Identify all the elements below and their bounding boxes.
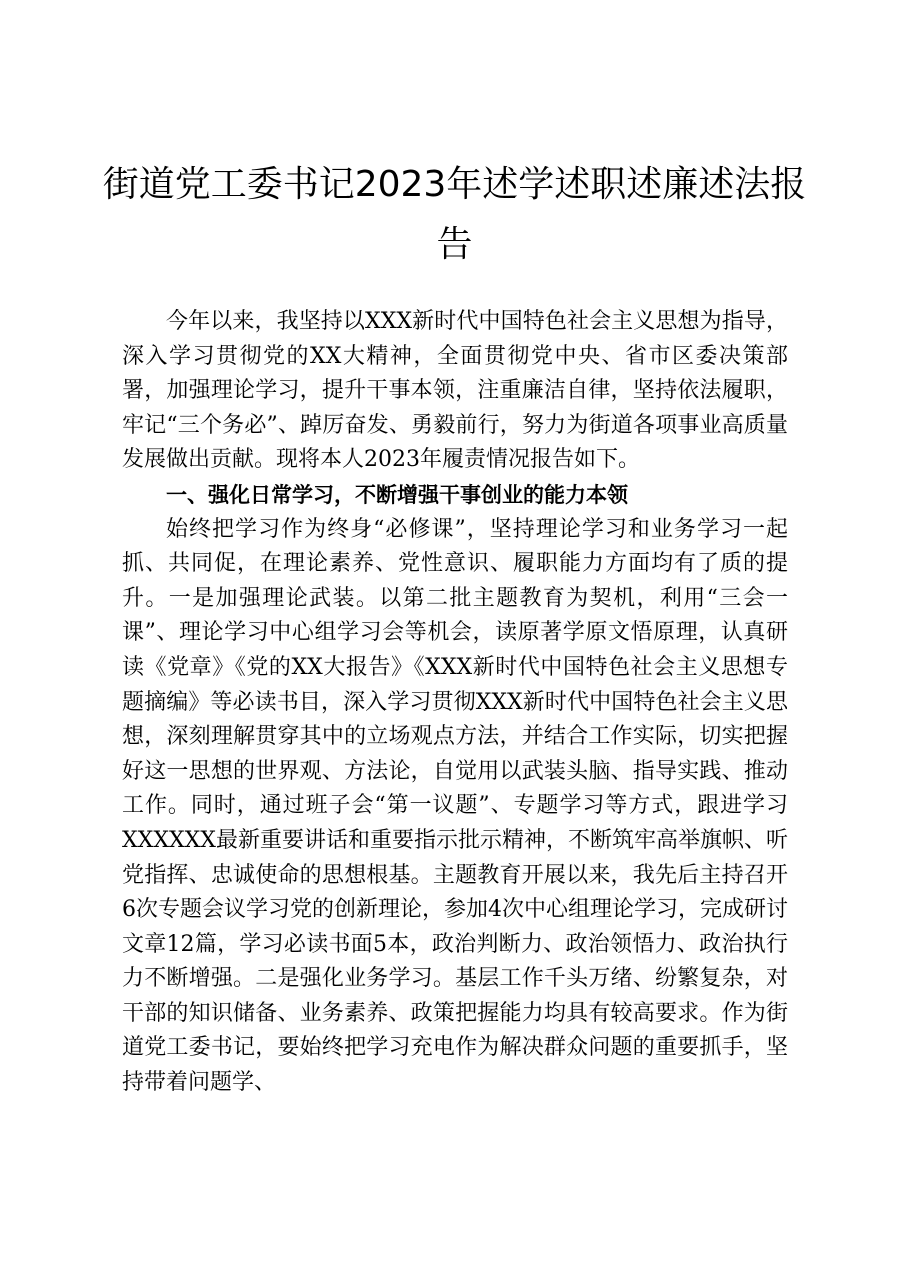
document-body xyxy=(122,305,788,1101)
section-heading: 一、强化日常学习，不断增强干事创业的能力本领 xyxy=(166,482,628,507)
intro-paragraph: 今年以来，我坚持以XXX新时代中国特色社会主义思想为指导，深入学习贯彻党的XX大精神，全面贯彻党中央、省市区委决策部署，加强理论学习，提升干事本领，注重廉洁自律，坚持依法履职，牢记“三个务必”、踔厉奋发、勇毅前行，努力为街道各项事业高质量发展做出贡献。现将本人2023年履责情况报告如下。 xyxy=(122,309,788,473)
section-paragraph: 始终把学习作为终身“必修课”，坚持理论学习和业务学习一起抓、共同促，在理论素养、党性意识、履职能力方面均有了质的提升。一是加强理论武装。以第二批主题教育为契机，利用“三会一课”、理论学习中心组学习会等机会，读原著学原文悟原理，认真研读《党章》《党的XX大报告》《XXX新时代中国特色社会主义思想专题摘编》等必读书目，深入学习贯彻XXX新时代中国特色社会主义思想，深刻理解贯穿其中的立场观点方法，并结合工作实际，切实把握好这一思想的世界观、方法论，自觉用以武装头脑、指导实践、推动工作。同时，通过班子会“第一议题”、专题学习等方式，跟进学习XXXXXX最新重要讲话和重要指示批示精神，不断筑牢高举旗帜、听党指挥、忠诚使命的思想根基。主题教育开展以来，我先后主持召开6次专题会议学习党的创新理论，参加4次中心组理论学习，完成研讨文章12篇，学习必读书面5本，政治判断力、政治领悟力、政治执行力不断增强。二是强化业务学习。基层工作千头万绪、纷繁复杂，对干部的知识储备、业务素养、政策把握能力均具有较高要求。作为街道党工委书记，要始终把学习充电作为解决群众问题的重要抓手，坚持带着问题学、 xyxy=(122,516,788,1096)
document-title: 街道党工委书记2023年述学述职述廉述法报告 xyxy=(102,164,807,265)
